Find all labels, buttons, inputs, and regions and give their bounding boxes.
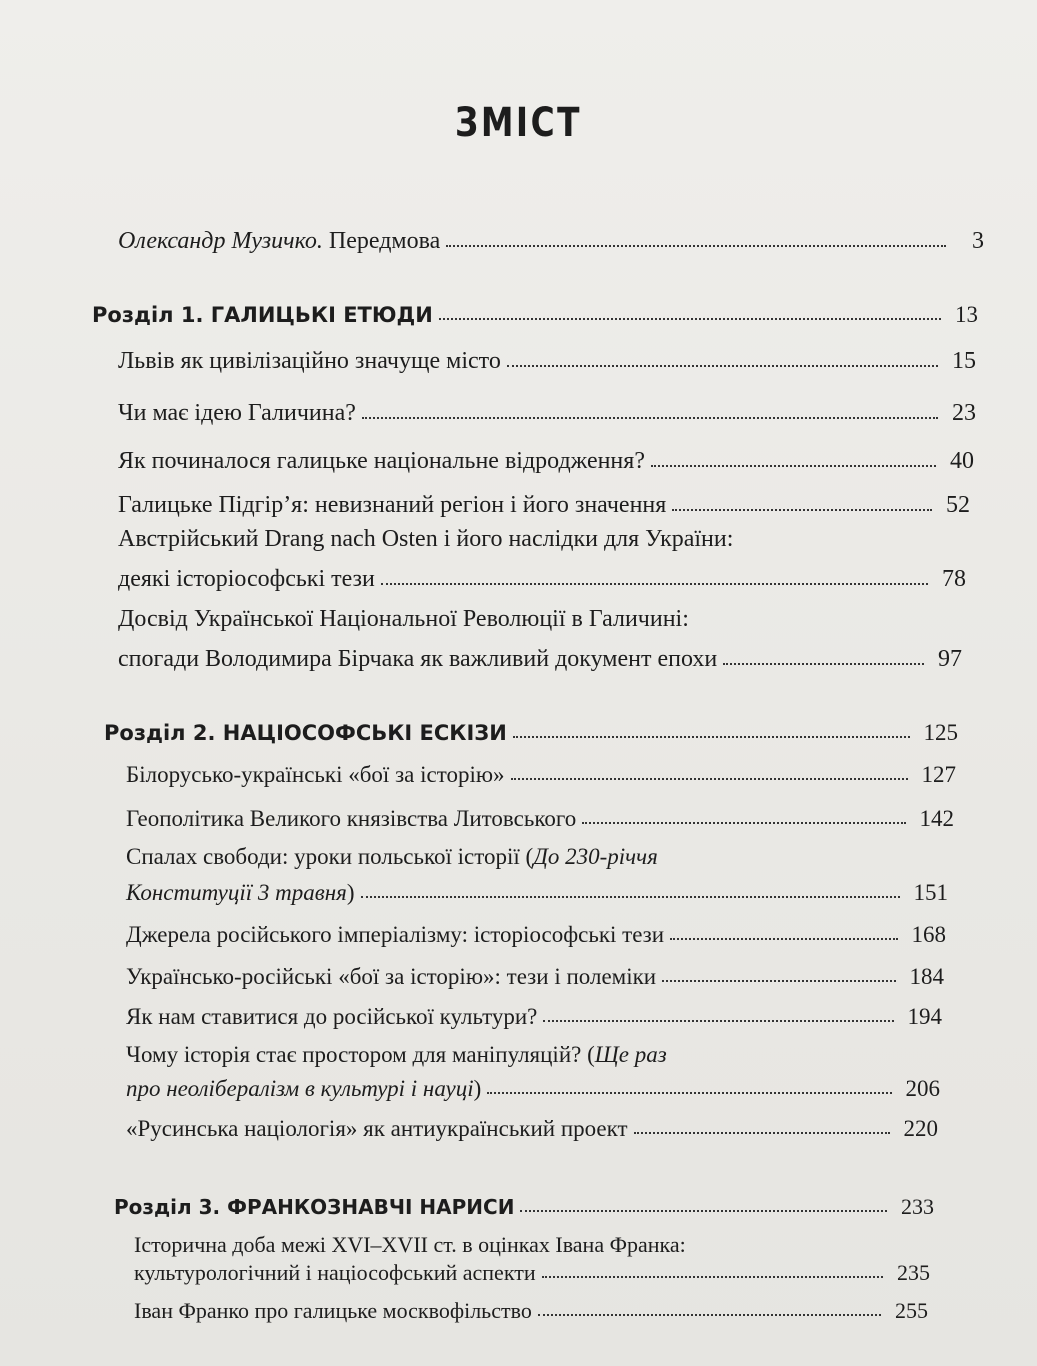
page-number: 206	[905, 1076, 940, 1101]
toc-entry-line1: Чому історія стає простором для маніпуляцій? (Ще раз	[126, 1042, 667, 1067]
page-number: 78	[942, 566, 966, 592]
leader-dots	[651, 465, 936, 467]
toc-entry: Іван Франко про галицьке москвофільство 255	[134, 1298, 928, 1323]
leader-dots	[487, 1092, 891, 1094]
toc-entry-line1: Австрійський Drang nach Osten і його наслідки для України:	[118, 526, 734, 552]
page-number: 255	[895, 1298, 928, 1323]
section-heading-1: Розділ 1. ГАЛИЦЬКІ ЕТЮДИ 13	[92, 302, 978, 327]
leader-dots	[542, 1276, 883, 1278]
toc-entry: «Русинська націологія» як антиукраїнський проект 220	[126, 1116, 938, 1141]
section-heading-2: Розділ 2. НАЦІОСОФСЬКІ ЕСКІЗИ 125	[104, 720, 958, 745]
leader-dots	[543, 1020, 893, 1022]
leader-dots	[670, 938, 897, 940]
page-number: 233	[901, 1194, 934, 1219]
page-number: 151	[913, 880, 948, 905]
toc-entry: Білорусько-українські «бої за історію» 127	[126, 762, 956, 787]
toc-entry-line1: Спалах свободи: уроки польської історії (До 230-річчя	[126, 844, 658, 869]
leader-dots	[672, 509, 932, 511]
page-number: 235	[897, 1260, 930, 1285]
toc-entry: Як починалося галицьке національне відродження? 40	[118, 448, 974, 474]
leader-dots	[723, 663, 924, 665]
page-number: 125	[923, 720, 958, 745]
page-number: 220	[903, 1116, 938, 1141]
leader-dots	[507, 365, 938, 367]
leader-dots	[513, 736, 910, 738]
toc-entry: Українсько-російські «бої за історію»: тези і полеміки 184	[126, 964, 944, 989]
toc-entry: Геополітика Великого князівства Литовського 142	[126, 806, 954, 831]
toc-entry: деякі історіософські тези 78	[118, 566, 966, 592]
preface-author: Олександр Музичко.	[118, 228, 323, 254]
page-number: 40	[950, 448, 974, 474]
toc-entry: Чи має ідею Галичина? 23	[118, 400, 976, 426]
page-number: 194	[907, 1004, 942, 1029]
toc-entry: про неолібералізм в культурі і науці) 206	[126, 1076, 940, 1101]
leader-dots	[381, 583, 928, 585]
leader-dots	[520, 1210, 887, 1212]
toc-entry: Галицьке Підгір’я: невизнаний регіон і його значення 52	[118, 492, 970, 518]
toc-entry: Конституції 3 травня) 151	[126, 880, 948, 905]
preface-label: Передмова	[322, 228, 441, 254]
leader-dots	[361, 896, 900, 898]
page-number: 142	[919, 806, 954, 831]
toc-entry: спогади Володимира Бірчака як важливий документ епохи 97	[118, 646, 962, 672]
leader-dots	[362, 417, 938, 419]
leader-dots	[511, 778, 908, 780]
leader-dots	[446, 245, 946, 247]
leader-dots	[439, 318, 941, 320]
page-number: 23	[952, 400, 976, 426]
page-number: 97	[938, 646, 962, 672]
toc-entry: Як нам ставитися до російської культури? 194	[126, 1004, 942, 1029]
leader-dots	[662, 980, 895, 982]
page-number: 3	[972, 228, 984, 254]
leader-dots	[538, 1314, 881, 1316]
toc-entry-line1: Історична доба межі XVI–XVII ст. в оцінках Івана Франка:	[134, 1232, 686, 1257]
page-number: 184	[909, 964, 944, 989]
toc-entry: Львів як цивілізаційно значуще місто 15	[118, 348, 976, 374]
leader-dots	[634, 1132, 890, 1134]
toc-entry: Джерела російського імперіалізму: історіософські тези 168	[126, 922, 946, 947]
toc-title: ЗМІСТ	[455, 100, 582, 146]
page-number: 168	[911, 922, 946, 947]
section-heading-3: Розділ 3. ФРАНКОЗНАВЧІ НАРИСИ 233	[114, 1194, 934, 1219]
toc-entry-line1: Досвід Української Національної Революції в Галичині:	[118, 606, 689, 632]
page-number: 52	[946, 492, 970, 518]
page-number: 13	[955, 302, 978, 327]
page-number: 127	[921, 762, 956, 787]
toc-entry: культурологічний і націософський аспекти 235	[134, 1260, 930, 1285]
leader-dots	[582, 822, 905, 824]
toc-entry-preface	[118, 228, 984, 255]
page-number: 15	[952, 348, 976, 374]
